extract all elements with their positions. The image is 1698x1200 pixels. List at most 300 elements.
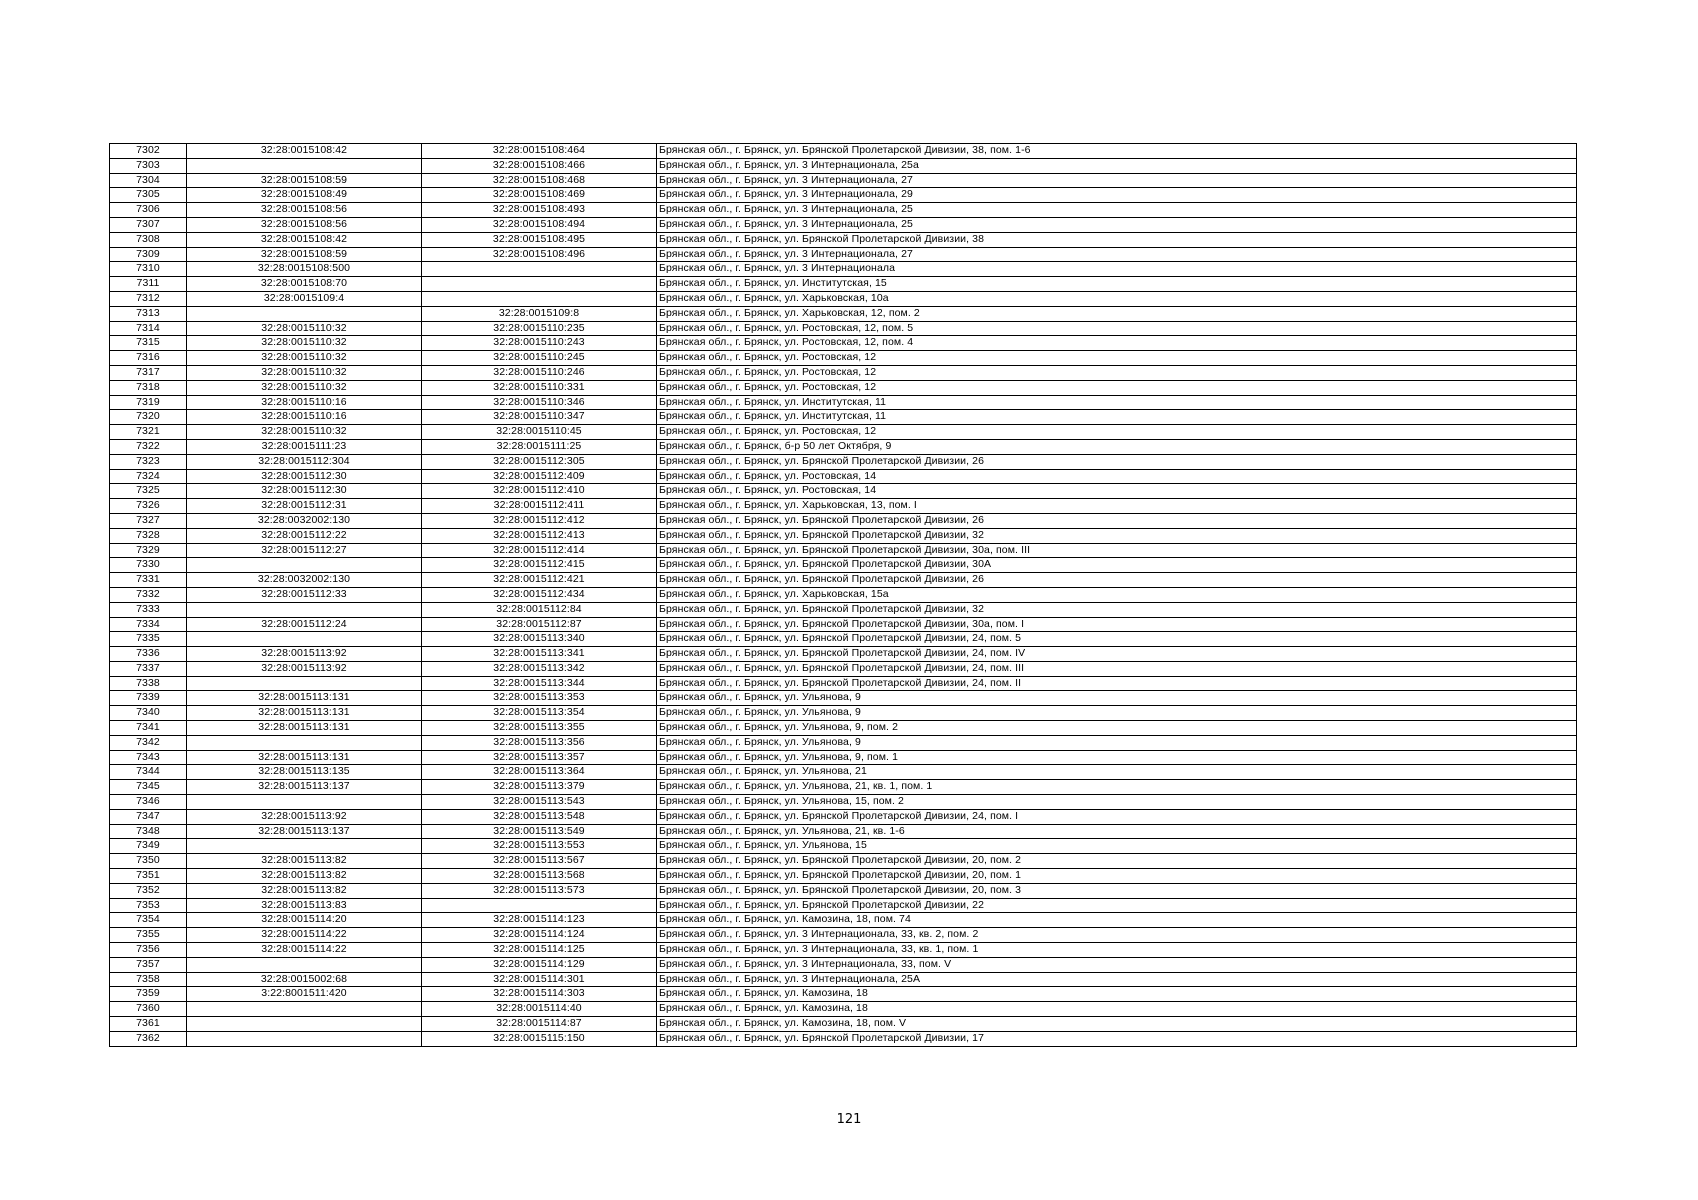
table-row xyxy=(110,987,1577,1002)
table-row xyxy=(110,602,1577,617)
object-cadastral-number-cell: 32:28:0015113:364 xyxy=(422,765,657,780)
land-plot-cadastral-number-cell: 32:28:0015108:56 xyxy=(187,217,422,232)
address-cell: Брянская обл., г. Брянск, ул. Камозина, 18 xyxy=(657,987,1577,1002)
row-number-cell: 7358 xyxy=(110,972,187,987)
address-cell: Брянская обл., г. Брянск, ул. Брянской Пролетарской Дивизии, 38, пом. 1-6 xyxy=(657,144,1577,159)
row-number-cell: 7319 xyxy=(110,395,187,410)
land-plot-cadastral-number-cell: 32:28:0032002:130 xyxy=(187,573,422,588)
address-cell: Брянская обл., г. Брянск, ул. Брянской Пролетарской Дивизии, 20, пом. 2 xyxy=(657,854,1577,869)
address-cell: Брянская обл., г. Брянск, ул. Брянской Пролетарской Дивизии, 17 xyxy=(657,1031,1577,1046)
land-plot-cadastral-number-cell: 32:28:0015113:82 xyxy=(187,854,422,869)
table-row xyxy=(110,706,1577,721)
object-cadastral-number-cell: 32:28:0015113:549 xyxy=(422,824,657,839)
object-cadastral-number-cell: 32:28:0015112:410 xyxy=(422,484,657,499)
row-number-cell: 7316 xyxy=(110,351,187,366)
address-cell: Брянская обл., г. Брянск, ул. Брянской Пролетарской Дивизии, 30А xyxy=(657,558,1577,573)
table-row xyxy=(110,839,1577,854)
table-row xyxy=(110,587,1577,602)
table-row xyxy=(110,883,1577,898)
table-row xyxy=(110,484,1577,499)
object-cadastral-number-cell: 32:28:0015113:567 xyxy=(422,854,657,869)
data-table xyxy=(109,143,1577,1047)
table-row xyxy=(110,780,1577,795)
address-cell: Брянская обл., г. Брянск, ул. Брянской Пролетарской Дивизии, 30а, пом. III xyxy=(657,543,1577,558)
address-cell: Брянская обл., г. Брянск, ул. 3 Интернационала, 25 xyxy=(657,217,1577,232)
land-plot-cadastral-number-cell: 32:28:0015113:82 xyxy=(187,883,422,898)
table-row xyxy=(110,291,1577,306)
object-cadastral-number-cell: 32:28:0015113:379 xyxy=(422,780,657,795)
row-number-cell: 7303 xyxy=(110,158,187,173)
row-number-cell: 7320 xyxy=(110,410,187,425)
table-row xyxy=(110,632,1577,647)
table-row xyxy=(110,1031,1577,1046)
row-number-cell: 7339 xyxy=(110,691,187,706)
table-row xyxy=(110,824,1577,839)
address-cell: Брянская обл., г. Брянск, ул. Брянской Пролетарской Дивизии, 20, пом. 3 xyxy=(657,883,1577,898)
object-cadastral-number-cell: 32:28:0015113:353 xyxy=(422,691,657,706)
object-cadastral-number-cell: 32:28:0015113:355 xyxy=(422,721,657,736)
table-row xyxy=(110,869,1577,884)
address-cell: Брянская обл., г. Брянск, ул. Брянской Пролетарской Дивизии, 24, пом. III xyxy=(657,661,1577,676)
land-plot-cadastral-number-cell: 32:28:0015110:32 xyxy=(187,321,422,336)
address-cell: Брянская обл., г. Брянск, ул. Брянской Пролетарской Дивизии, 24, пом. 5 xyxy=(657,632,1577,647)
land-plot-cadastral-number-cell xyxy=(187,1031,422,1046)
row-number-cell: 7309 xyxy=(110,247,187,262)
object-cadastral-number-cell: 32:28:0015112:305 xyxy=(422,454,657,469)
object-cadastral-number-cell: 32:28:0015113:573 xyxy=(422,883,657,898)
land-plot-cadastral-number-cell: 32:28:0015113:83 xyxy=(187,898,422,913)
land-plot-cadastral-number-cell: 3:22:8001511:420 xyxy=(187,987,422,1002)
table-row xyxy=(110,365,1577,380)
row-number-cell: 7337 xyxy=(110,661,187,676)
address-cell: Брянская обл., г. Брянск, ул. Брянской Пролетарской Дивизии, 24, пом. I xyxy=(657,809,1577,824)
table-row xyxy=(110,1017,1577,1032)
object-cadastral-number-cell: 32:28:0015111:25 xyxy=(422,439,657,454)
table-row xyxy=(110,972,1577,987)
object-cadastral-number-cell: 32:28:0015110:246 xyxy=(422,365,657,380)
address-cell: Брянская обл., г. Брянск, ул. Ростовская, 12 xyxy=(657,380,1577,395)
row-number-cell: 7327 xyxy=(110,513,187,528)
address-cell: Брянская обл., г. Брянск, ул. 3 Интернационала, 25а xyxy=(657,158,1577,173)
row-number-cell: 7317 xyxy=(110,365,187,380)
land-plot-cadastral-number-cell: 32:28:0015112:33 xyxy=(187,587,422,602)
table-row xyxy=(110,558,1577,573)
address-cell: Брянская обл., г. Брянск, ул. Брянской Пролетарской Дивизии, 22 xyxy=(657,898,1577,913)
row-number-cell: 7318 xyxy=(110,380,187,395)
object-cadastral-number-cell: 32:28:0015110:346 xyxy=(422,395,657,410)
object-cadastral-number-cell xyxy=(422,291,657,306)
row-number-cell: 7328 xyxy=(110,528,187,543)
object-cadastral-number-cell: 32:28:0015112:415 xyxy=(422,558,657,573)
land-plot-cadastral-number-cell xyxy=(187,1002,422,1017)
land-plot-cadastral-number-cell: 32:28:0015110:32 xyxy=(187,336,422,351)
page-number: 121 xyxy=(836,1112,862,1127)
object-cadastral-number-cell: 32:28:0015113:342 xyxy=(422,661,657,676)
address-cell: Брянская обл., г. Брянск, ул. 3 Интернационала xyxy=(657,262,1577,277)
land-plot-cadastral-number-cell: 32:28:0015113:131 xyxy=(187,706,422,721)
row-number-cell: 7343 xyxy=(110,750,187,765)
row-number-cell: 7344 xyxy=(110,765,187,780)
table-row xyxy=(110,203,1577,218)
object-cadastral-number-cell: 32:28:0015113:356 xyxy=(422,735,657,750)
address-cell: Брянская обл., г. Брянск, ул. Ульянова, 15, пом. 2 xyxy=(657,795,1577,810)
object-cadastral-number-cell: 32:28:0015115:150 xyxy=(422,1031,657,1046)
row-number-cell: 7321 xyxy=(110,425,187,440)
row-number-cell: 7348 xyxy=(110,824,187,839)
land-plot-cadastral-number-cell: 32:28:0015112:24 xyxy=(187,617,422,632)
table-row xyxy=(110,439,1577,454)
land-plot-cadastral-number-cell: 32:28:0015112:304 xyxy=(187,454,422,469)
table-row xyxy=(110,336,1577,351)
address-cell: Брянская обл., г. Брянск, ул. 3 Интернационала, 33, пом. V xyxy=(657,957,1577,972)
table-row xyxy=(110,543,1577,558)
row-number-cell: 7356 xyxy=(110,943,187,958)
table-row xyxy=(110,513,1577,528)
address-cell: Брянская обл., г. Брянск, ул. Ростовская, 12 xyxy=(657,351,1577,366)
land-plot-cadastral-number-cell: 32:28:0015110:16 xyxy=(187,410,422,425)
land-plot-cadastral-number-cell: 32:28:0015002:68 xyxy=(187,972,422,987)
land-plot-cadastral-number-cell: 32:28:0015110:32 xyxy=(187,351,422,366)
table-row xyxy=(110,721,1577,736)
row-number-cell: 7351 xyxy=(110,869,187,884)
object-cadastral-number-cell: 32:28:0015108:464 xyxy=(422,144,657,159)
table-row xyxy=(110,469,1577,484)
row-number-cell: 7305 xyxy=(110,188,187,203)
row-number-cell: 7362 xyxy=(110,1031,187,1046)
address-cell: Брянская обл., г. Брянск, ул. Ростовская, 14 xyxy=(657,469,1577,484)
object-cadastral-number-cell: 32:28:0015114:40 xyxy=(422,1002,657,1017)
object-cadastral-number-cell xyxy=(422,262,657,277)
table-row xyxy=(110,247,1577,262)
object-cadastral-number-cell: 32:28:0015110:235 xyxy=(422,321,657,336)
row-number-cell: 7310 xyxy=(110,262,187,277)
object-cadastral-number-cell: 32:28:0015112:421 xyxy=(422,573,657,588)
row-number-cell: 7341 xyxy=(110,721,187,736)
object-cadastral-number-cell: 32:28:0015110:45 xyxy=(422,425,657,440)
address-cell: Брянская обл., г. Брянск, ул. Институтская, 11 xyxy=(657,395,1577,410)
address-cell: Брянская обл., г. Брянск, ул. 3 Интернационала, 29 xyxy=(657,188,1577,203)
object-cadastral-number-cell: 32:28:0015108:469 xyxy=(422,188,657,203)
land-plot-cadastral-number-cell: 32:28:0015113:92 xyxy=(187,809,422,824)
land-plot-cadastral-number-cell: 32:28:0015108:49 xyxy=(187,188,422,203)
object-cadastral-number-cell: 32:28:0015108:494 xyxy=(422,217,657,232)
object-cadastral-number-cell xyxy=(422,898,657,913)
row-number-cell: 7323 xyxy=(110,454,187,469)
table-row xyxy=(110,454,1577,469)
land-plot-cadastral-number-cell: 32:28:0015108:70 xyxy=(187,277,422,292)
row-number-cell: 7311 xyxy=(110,277,187,292)
address-cell: Брянская обл., г. Брянск, ул. Брянской Пролетарской Дивизии, 24, пом. II xyxy=(657,676,1577,691)
table-row xyxy=(110,262,1577,277)
table-row xyxy=(110,217,1577,232)
address-cell: Брянская обл., г. Брянск, ул. 3 Интернационала, 25А xyxy=(657,972,1577,987)
table-row xyxy=(110,691,1577,706)
row-number-cell: 7312 xyxy=(110,291,187,306)
land-plot-cadastral-number-cell: 32:28:0015110:32 xyxy=(187,425,422,440)
land-plot-cadastral-number-cell: 32:28:0015113:92 xyxy=(187,647,422,662)
object-cadastral-number-cell: 32:28:0015112:414 xyxy=(422,543,657,558)
row-number-cell: 7304 xyxy=(110,173,187,188)
address-cell: Брянская обл., г. Брянск, ул. Харьковская, 12, пом. 2 xyxy=(657,306,1577,321)
object-cadastral-number-cell: 32:28:0015108:493 xyxy=(422,203,657,218)
address-cell: Брянская обл., г. Брянск, ул. Камозина, 18, пом. 74 xyxy=(657,913,1577,928)
land-plot-cadastral-number-cell: 32:28:0015108:56 xyxy=(187,203,422,218)
address-cell: Брянская обл., г. Брянск, ул. 3 Интернационала, 33, кв. 1, пом. 1 xyxy=(657,943,1577,958)
row-number-cell: 7340 xyxy=(110,706,187,721)
table-row xyxy=(110,395,1577,410)
object-cadastral-number-cell: 32:28:0015114:124 xyxy=(422,928,657,943)
cadastral-table xyxy=(109,143,1576,1047)
land-plot-cadastral-number-cell: 32:28:0015108:42 xyxy=(187,232,422,247)
row-number-cell: 7350 xyxy=(110,854,187,869)
land-plot-cadastral-number-cell: 32:28:0015114:20 xyxy=(187,913,422,928)
address-cell: Брянская обл., г. Брянск, ул. Харьковская, 15а xyxy=(657,587,1577,602)
land-plot-cadastral-number-cell xyxy=(187,306,422,321)
address-cell: Брянская обл., г. Брянск, ул. Брянской Пролетарской Дивизии, 20, пом. 1 xyxy=(657,869,1577,884)
object-cadastral-number-cell: 32:28:0015113:357 xyxy=(422,750,657,765)
address-cell: Брянская обл., г. Брянск, ул. Брянской Пролетарской Дивизии, 38 xyxy=(657,232,1577,247)
land-plot-cadastral-number-cell xyxy=(187,1017,422,1032)
address-cell: Брянская обл., г. Брянск, ул. Харьковская, 10а xyxy=(657,291,1577,306)
table-row xyxy=(110,173,1577,188)
table-row xyxy=(110,1002,1577,1017)
land-plot-cadastral-number-cell: 32:28:0015108:59 xyxy=(187,173,422,188)
object-cadastral-number-cell: 32:28:0015113:340 xyxy=(422,632,657,647)
object-cadastral-number-cell: 32:28:0015112:412 xyxy=(422,513,657,528)
land-plot-cadastral-number-cell: 32:28:0015112:30 xyxy=(187,469,422,484)
land-plot-cadastral-number-cell: 32:28:0015112:30 xyxy=(187,484,422,499)
table-row xyxy=(110,957,1577,972)
address-cell: Брянская обл., г. Брянск, ул. Брянской Пролетарской Дивизии, 26 xyxy=(657,454,1577,469)
row-number-cell: 7333 xyxy=(110,602,187,617)
table-row xyxy=(110,321,1577,336)
land-plot-cadastral-number-cell xyxy=(187,158,422,173)
land-plot-cadastral-number-cell: 32:28:0015113:131 xyxy=(187,750,422,765)
row-number-cell: 7335 xyxy=(110,632,187,647)
address-cell: Брянская обл., г. Брянск, ул. Ульянова, 9 xyxy=(657,706,1577,721)
object-cadastral-number-cell: 32:28:0015113:568 xyxy=(422,869,657,884)
land-plot-cadastral-number-cell: 32:28:0015110:32 xyxy=(187,365,422,380)
land-plot-cadastral-number-cell xyxy=(187,735,422,750)
table-row xyxy=(110,573,1577,588)
land-plot-cadastral-number-cell: 32:28:0015110:16 xyxy=(187,395,422,410)
address-cell: Брянская обл., г. Брянск, ул. Ростовская, 12 xyxy=(657,425,1577,440)
row-number-cell: 7352 xyxy=(110,883,187,898)
address-cell: Брянская обл., г. Брянск, ул. Брянской Пролетарской Дивизии, 26 xyxy=(657,513,1577,528)
object-cadastral-number-cell: 32:28:0015113:354 xyxy=(422,706,657,721)
table-row xyxy=(110,528,1577,543)
address-cell: Брянская обл., г. Брянск, ул. Ульянова, 9, пом. 1 xyxy=(657,750,1577,765)
table-row xyxy=(110,410,1577,425)
table-row xyxy=(110,158,1577,173)
table-row xyxy=(110,499,1577,514)
address-cell: Брянская обл., г. Брянск, ул. Камозина, 18, пом. V xyxy=(657,1017,1577,1032)
address-cell: Брянская обл., г. Брянск, ул. Харьковская, 13, пом. I xyxy=(657,499,1577,514)
table-row xyxy=(110,425,1577,440)
land-plot-cadastral-number-cell: 32:28:0015113:137 xyxy=(187,824,422,839)
row-number-cell: 7302 xyxy=(110,144,187,159)
address-cell: Брянская обл., г. Брянск, ул. Ульянова, 9 xyxy=(657,691,1577,706)
row-number-cell: 7325 xyxy=(110,484,187,499)
row-number-cell: 7345 xyxy=(110,780,187,795)
table-row xyxy=(110,277,1577,292)
object-cadastral-number-cell: 32:28:0015112:409 xyxy=(422,469,657,484)
object-cadastral-number-cell: 32:28:0015108:468 xyxy=(422,173,657,188)
row-number-cell: 7314 xyxy=(110,321,187,336)
row-number-cell: 7308 xyxy=(110,232,187,247)
address-cell: Брянская обл., г. Брянск, ул. Ульянова, 21, кв. 1-6 xyxy=(657,824,1577,839)
table-row xyxy=(110,232,1577,247)
row-number-cell: 7329 xyxy=(110,543,187,558)
address-cell: Брянская обл., г. Брянск, ул. 3 Интернационала, 25 xyxy=(657,203,1577,218)
object-cadastral-number-cell: 32:28:0015109:8 xyxy=(422,306,657,321)
row-number-cell: 7354 xyxy=(110,913,187,928)
land-plot-cadastral-number-cell xyxy=(187,795,422,810)
table-row xyxy=(110,380,1577,395)
table-row xyxy=(110,676,1577,691)
row-number-cell: 7313 xyxy=(110,306,187,321)
address-cell: Брянская обл., г. Брянск, ул. Ростовская, 12 xyxy=(657,365,1577,380)
address-cell: Брянская обл., г. Брянск, ул. Ульянова, 21, кв. 1, пом. 1 xyxy=(657,780,1577,795)
land-plot-cadastral-number-cell: 32:28:0015112:27 xyxy=(187,543,422,558)
object-cadastral-number-cell: 32:28:0015114:123 xyxy=(422,913,657,928)
row-number-cell: 7322 xyxy=(110,439,187,454)
row-number-cell: 7349 xyxy=(110,839,187,854)
address-cell: Брянская обл., г. Брянск, ул. Брянской Пролетарской Дивизии, 24, пом. IV xyxy=(657,647,1577,662)
address-cell: Брянская обл., г. Брянск, ул. 3 Интернационала, 33, кв. 2, пом. 2 xyxy=(657,928,1577,943)
table-row xyxy=(110,809,1577,824)
address-cell: Брянская обл., г. Брянск, ул. 3 Интернационала, 27 xyxy=(657,173,1577,188)
object-cadastral-number-cell: 32:28:0015112:434 xyxy=(422,587,657,602)
object-cadastral-number-cell: 32:28:0015114:301 xyxy=(422,972,657,987)
table-body xyxy=(110,144,1577,1047)
object-cadastral-number-cell: 32:28:0015113:548 xyxy=(422,809,657,824)
row-number-cell: 7357 xyxy=(110,957,187,972)
row-number-cell: 7360 xyxy=(110,1002,187,1017)
row-number-cell: 7359 xyxy=(110,987,187,1002)
land-plot-cadastral-number-cell: 32:28:0015113:131 xyxy=(187,721,422,736)
object-cadastral-number-cell: 32:28:0015112:413 xyxy=(422,528,657,543)
object-cadastral-number-cell: 32:28:0015110:245 xyxy=(422,351,657,366)
land-plot-cadastral-number-cell xyxy=(187,602,422,617)
land-plot-cadastral-number-cell: 32:28:0015109:4 xyxy=(187,291,422,306)
address-cell: Брянская обл., г. Брянск, ул. Брянской Пролетарской Дивизии, 32 xyxy=(657,602,1577,617)
land-plot-cadastral-number-cell: 32:28:0015108:42 xyxy=(187,144,422,159)
land-plot-cadastral-number-cell: 32:28:0032002:130 xyxy=(187,513,422,528)
land-plot-cadastral-number-cell xyxy=(187,957,422,972)
object-cadastral-number-cell xyxy=(422,277,657,292)
land-plot-cadastral-number-cell: 32:28:0015113:131 xyxy=(187,691,422,706)
table-row xyxy=(110,735,1577,750)
table-row xyxy=(110,351,1577,366)
land-plot-cadastral-number-cell: 32:28:0015108:59 xyxy=(187,247,422,262)
table-row xyxy=(110,750,1577,765)
address-cell: Брянская обл., г. Брянск, ул. Ульянова, 21 xyxy=(657,765,1577,780)
address-cell: Брянская обл., г. Брянск, ул. Ульянова, 9 xyxy=(657,735,1577,750)
object-cadastral-number-cell: 32:28:0015112:411 xyxy=(422,499,657,514)
table-row xyxy=(110,144,1577,159)
table-row xyxy=(110,795,1577,810)
land-plot-cadastral-number-cell: 32:28:0015110:32 xyxy=(187,380,422,395)
land-plot-cadastral-number-cell: 32:28:0015114:22 xyxy=(187,928,422,943)
table-row xyxy=(110,188,1577,203)
object-cadastral-number-cell: 32:28:0015114:129 xyxy=(422,957,657,972)
row-number-cell: 7336 xyxy=(110,647,187,662)
land-plot-cadastral-number-cell: 32:28:0015112:31 xyxy=(187,499,422,514)
row-number-cell: 7347 xyxy=(110,809,187,824)
address-cell: Брянская обл., г. Брянск, ул. Ульянова, 15 xyxy=(657,839,1577,854)
table-row xyxy=(110,306,1577,321)
row-number-cell: 7346 xyxy=(110,795,187,810)
land-plot-cadastral-number-cell: 32:28:0015114:22 xyxy=(187,943,422,958)
land-plot-cadastral-number-cell: 32:28:0015113:135 xyxy=(187,765,422,780)
object-cadastral-number-cell: 32:28:0015112:87 xyxy=(422,617,657,632)
land-plot-cadastral-number-cell xyxy=(187,676,422,691)
row-number-cell: 7353 xyxy=(110,898,187,913)
row-number-cell: 7361 xyxy=(110,1017,187,1032)
land-plot-cadastral-number-cell: 32:28:0015112:22 xyxy=(187,528,422,543)
table-row xyxy=(110,647,1577,662)
land-plot-cadastral-number-cell xyxy=(187,632,422,647)
row-number-cell: 7334 xyxy=(110,617,187,632)
table-row xyxy=(110,943,1577,958)
table-row xyxy=(110,617,1577,632)
address-cell: Брянская обл., г. Брянск, б-р 50 лет Октября, 9 xyxy=(657,439,1577,454)
object-cadastral-number-cell: 32:28:0015108:466 xyxy=(422,158,657,173)
object-cadastral-number-cell: 32:28:0015110:331 xyxy=(422,380,657,395)
land-plot-cadastral-number-cell xyxy=(187,558,422,573)
row-number-cell: 7315 xyxy=(110,336,187,351)
land-plot-cadastral-number-cell: 32:28:0015111:23 xyxy=(187,439,422,454)
object-cadastral-number-cell: 32:28:0015113:341 xyxy=(422,647,657,662)
row-number-cell: 7331 xyxy=(110,573,187,588)
object-cadastral-number-cell: 32:28:0015108:496 xyxy=(422,247,657,262)
table-row xyxy=(110,898,1577,913)
row-number-cell: 7324 xyxy=(110,469,187,484)
row-number-cell: 7330 xyxy=(110,558,187,573)
object-cadastral-number-cell: 32:28:0015113:344 xyxy=(422,676,657,691)
row-number-cell: 7306 xyxy=(110,203,187,218)
address-cell: Брянская обл., г. Брянск, ул. Брянской Пролетарской Дивизии, 26 xyxy=(657,573,1577,588)
land-plot-cadastral-number-cell: 32:28:0015113:92 xyxy=(187,661,422,676)
row-number-cell: 7326 xyxy=(110,499,187,514)
address-cell: Брянская обл., г. Брянск, ул. Институтская, 15 xyxy=(657,277,1577,292)
row-number-cell: 7338 xyxy=(110,676,187,691)
address-cell: Брянская обл., г. Брянск, ул. Брянской Пролетарской Дивизии, 32 xyxy=(657,528,1577,543)
row-number-cell: 7342 xyxy=(110,735,187,750)
table-row xyxy=(110,928,1577,943)
row-number-cell: 7307 xyxy=(110,217,187,232)
address-cell: Брянская обл., г. Брянск, ул. Ульянова, 9, пом. 2 xyxy=(657,721,1577,736)
table-row xyxy=(110,661,1577,676)
address-cell: Брянская обл., г. Брянск, ул. Ростовская, 14 xyxy=(657,484,1577,499)
object-cadastral-number-cell: 32:28:0015114:125 xyxy=(422,943,657,958)
land-plot-cadastral-number-cell xyxy=(187,839,422,854)
table-row xyxy=(110,913,1577,928)
land-plot-cadastral-number-cell: 32:28:0015108:500 xyxy=(187,262,422,277)
table-row xyxy=(110,765,1577,780)
row-number-cell: 7355 xyxy=(110,928,187,943)
table-row xyxy=(110,854,1577,869)
address-cell: Брянская обл., г. Брянск, ул. Ростовская, 12, пом. 5 xyxy=(657,321,1577,336)
object-cadastral-number-cell: 32:28:0015110:347 xyxy=(422,410,657,425)
address-cell: Брянская обл., г. Брянск, ул. Институтская, 11 xyxy=(657,410,1577,425)
land-plot-cadastral-number-cell: 32:28:0015113:82 xyxy=(187,869,422,884)
object-cadastral-number-cell: 32:28:0015113:553 xyxy=(422,839,657,854)
address-cell: Брянская обл., г. Брянск, ул. Брянской Пролетарской Дивизии, 30а, пом. I xyxy=(657,617,1577,632)
address-cell: Брянская обл., г. Брянск, ул. 3 Интернационала, 27 xyxy=(657,247,1577,262)
object-cadastral-number-cell: 32:28:0015114:303 xyxy=(422,987,657,1002)
